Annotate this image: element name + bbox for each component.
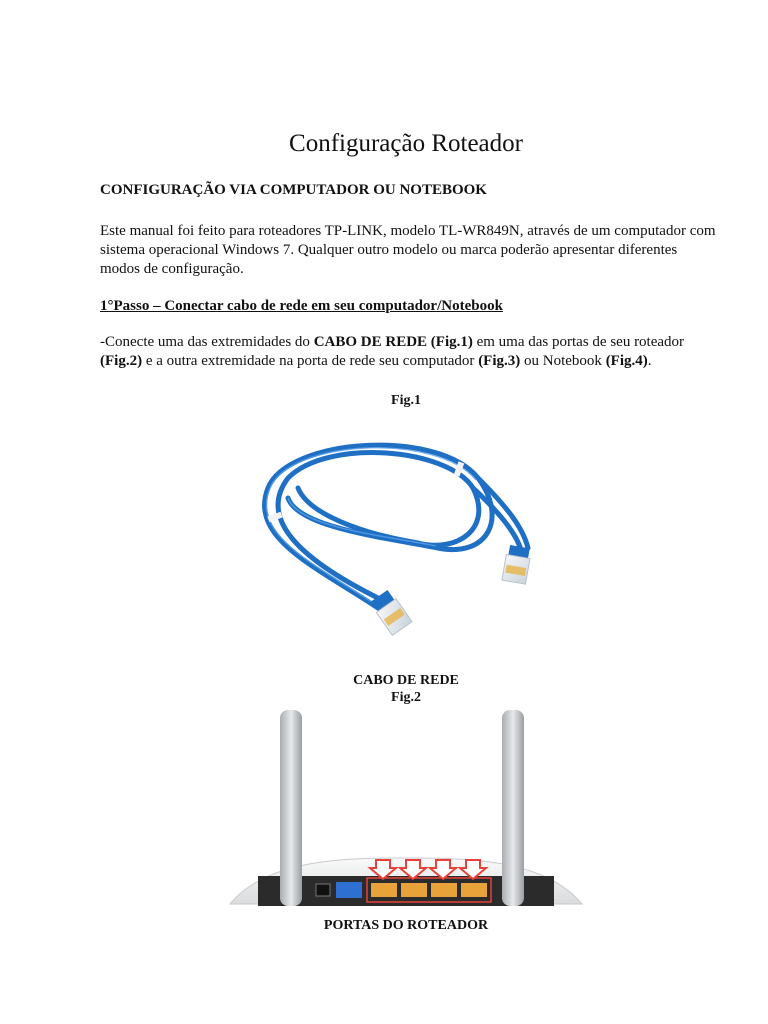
- page-title: [44, 130, 768, 158]
- step1-bold-fig2: (Fig.2): [100, 353, 143, 369]
- step1-text-2: em uma das portas de seu roteador: [472, 334, 685, 350]
- step1-bold-cable: CABO DE REDE (Fig.1): [313, 334, 473, 350]
- network-cable-image: [238, 418, 572, 664]
- page-title-text: Configuração Roteador: [289, 130, 523, 157]
- fig2-caption: PORTAS DO ROTEADOR: [323, 918, 489, 933]
- router-ports-image: [228, 708, 584, 912]
- step1-paragraph: [100, 333, 720, 371]
- fig1-label: Fig.1: [391, 393, 421, 408]
- step1-bold-fig4: (Fig.4): [605, 353, 648, 369]
- fig2-label: Fig.2: [391, 690, 421, 705]
- step1-text-3: e a outra extremidade na porta de rede seu computador: [142, 353, 479, 369]
- section-heading: CONFIGURAÇÃO VIA COMPUTADOR OU NOTEBOOK: [100, 182, 487, 198]
- step1-text-1: -Conecte uma das extremidades do: [100, 334, 314, 350]
- fig1-caption: CABO DE REDE: [353, 673, 459, 688]
- step1-text-4: ou Notebook: [520, 353, 606, 369]
- intro-paragraph: Este manual foi feito para roteadores TP-LINK, modelo TL-WR849N, através de um computador com sistema operacional Windows 7. Qualquer outro modelo ou marca poderão apresentar diferentes modos de configuração.: [100, 223, 716, 277]
- step1-bold-fig3: (Fig.3): [478, 353, 521, 369]
- step1-heading: 1°Passo – Conectar cabo de rede em seu computador/Notebook: [100, 298, 503, 314]
- step1-text-5: .: [647, 353, 652, 369]
